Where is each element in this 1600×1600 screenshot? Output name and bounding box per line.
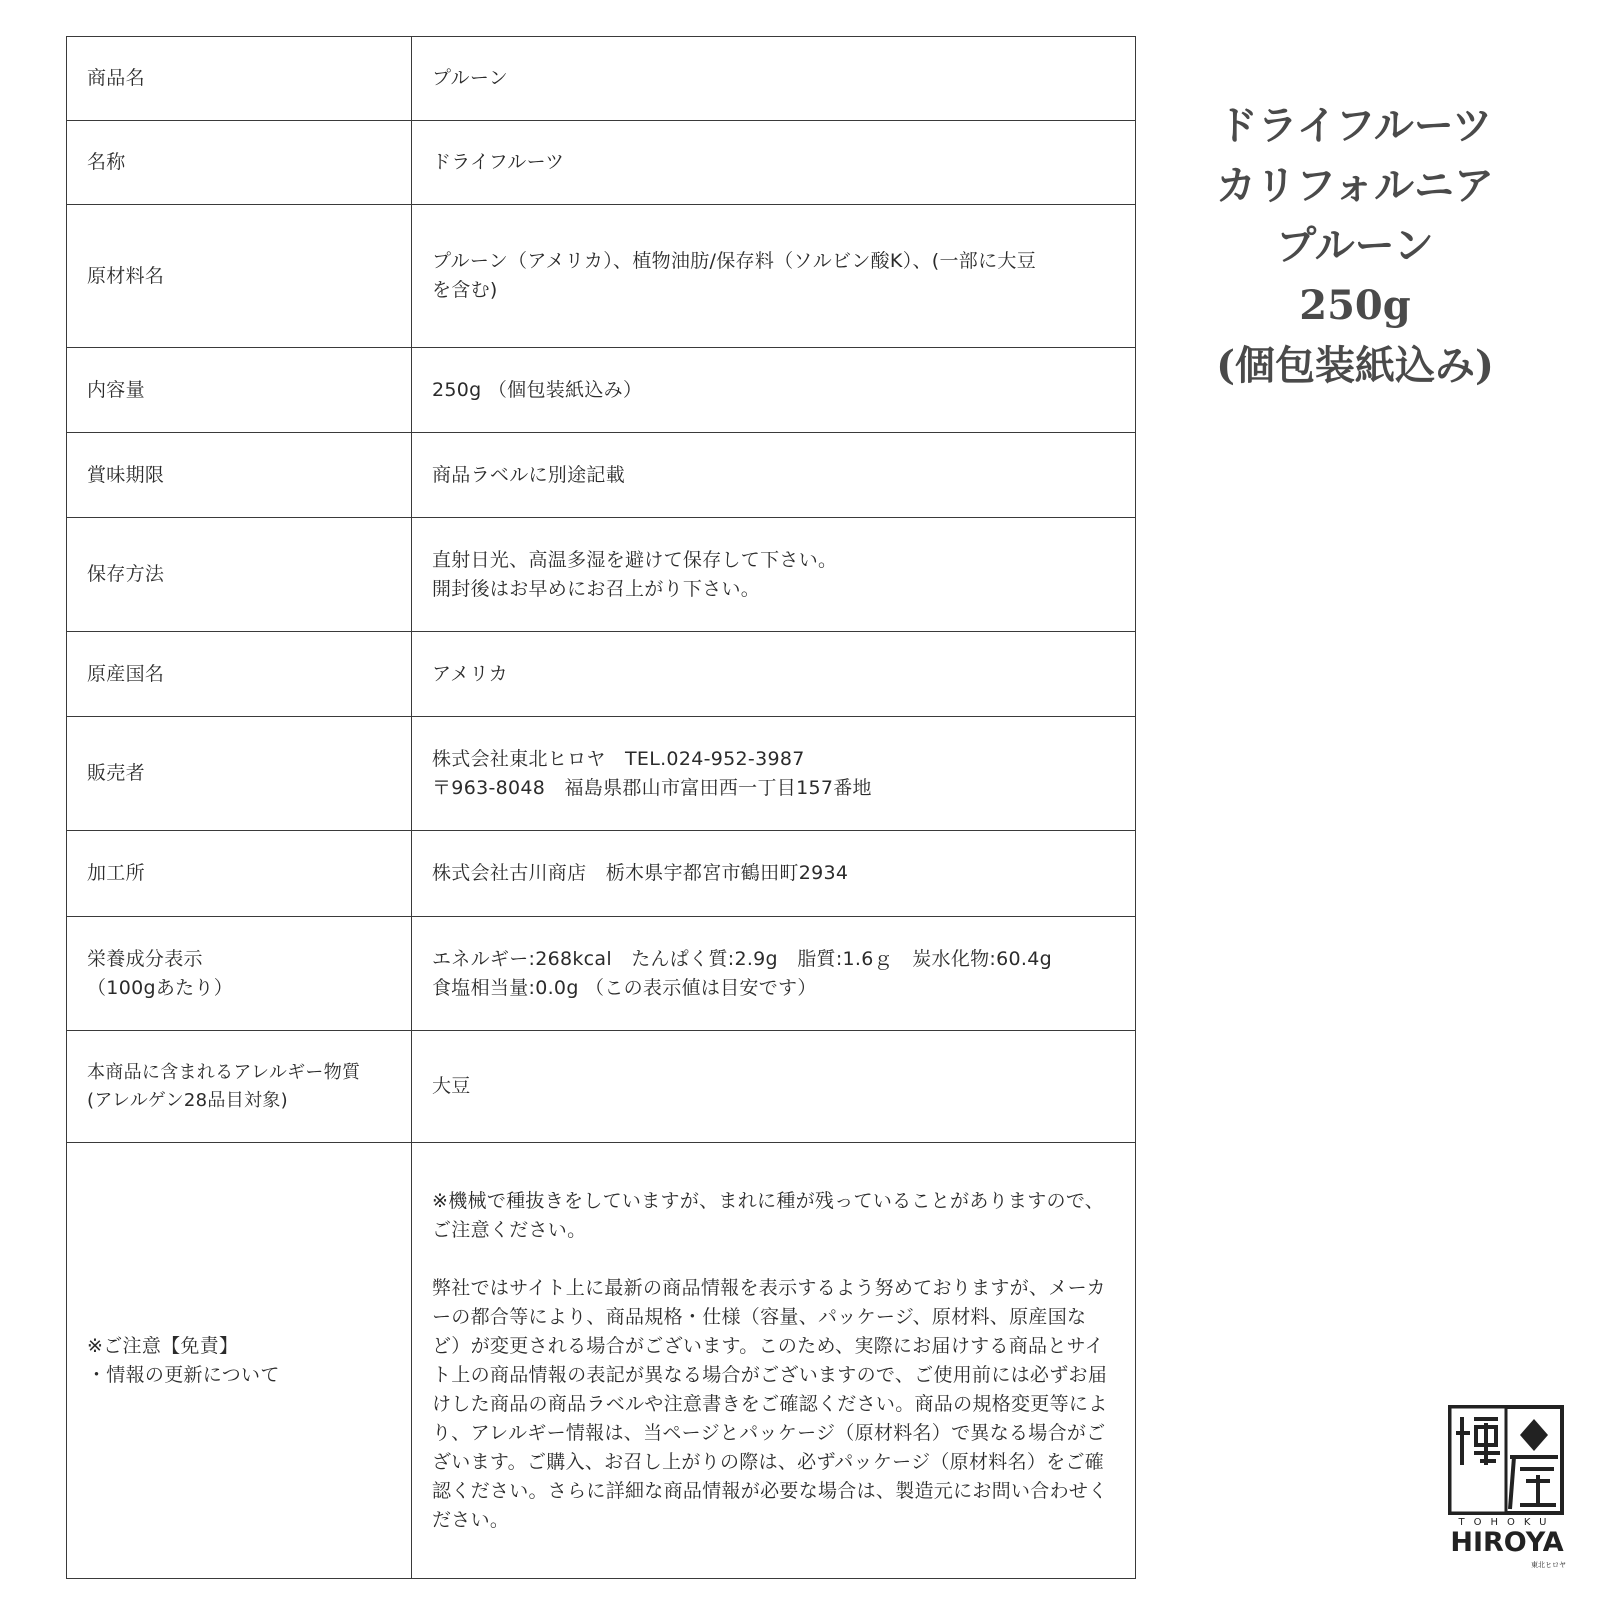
table-row bbox=[67, 917, 1136, 1031]
hiroya-logo-mark bbox=[1448, 1405, 1566, 1517]
row-label: 保存方法 bbox=[67, 518, 412, 632]
note-paragraph: 弊社ではサイト上に最新の商品情報を表示するよう努めておりますが、メーカーの都合等により、商品規格・仕様（容量、パッケージ、原材料、原産国など）が変更される場合がございます。このため、実際にお届けする商品とサイト上の商品情報の表記が異なる場合がございますので、ご使用前には必ずお届けした商品の商品ラベルや注意書きをご確認ください。商品の規格変更等により、アレルギー情報は、当ページとパッケージ（原材料名）で異なる場合がございます。ご購入、お召し上がりの際は、必ずパッケージ（原材料名）をご確認ください。さらに詳細な商品情報が必要な場合は、製造元にお問い合わせください。 bbox=[432, 1276, 1108, 1531]
row-value: 商品ラベルに別途記載 bbox=[412, 433, 1136, 518]
table-row bbox=[67, 831, 1136, 917]
note-paragraph: ※機械で種抜きをしていますが、まれに種が残っていることがありますので、ご注意ください。 bbox=[432, 1189, 1105, 1241]
table-row bbox=[67, 1143, 1136, 1579]
table-row bbox=[67, 518, 1136, 632]
logo-hiroya-text: HIROYA bbox=[1450, 1527, 1564, 1558]
table-row bbox=[67, 1031, 1136, 1143]
row-label: 原材料名 bbox=[67, 205, 412, 348]
row-value: 大豆 bbox=[412, 1031, 1136, 1143]
row-label: 販売者 bbox=[67, 717, 412, 831]
product-spec-table bbox=[66, 36, 1136, 1579]
product-title bbox=[1170, 96, 1540, 396]
title-line: プルーン bbox=[1276, 222, 1434, 269]
row-label: 加工所 bbox=[67, 831, 412, 917]
row-label: 栄養成分表示 （100gあたり） bbox=[67, 917, 412, 1031]
row-value: ドライフルーツ bbox=[412, 121, 1136, 205]
row-value: 直射日光、高温多湿を避けて保存して下さい。 開封後はお早めにお召上がり下さい。 bbox=[412, 518, 1136, 632]
row-label: 賞味期限 bbox=[67, 433, 412, 518]
title-line: ドライフルーツ bbox=[1217, 102, 1493, 149]
logo-tohoku-text: TOHOKU bbox=[1458, 1517, 1556, 1528]
hiroya-logo bbox=[1448, 1405, 1566, 1585]
table-row bbox=[67, 205, 1136, 348]
row-value: 250g （個包装紙込み） bbox=[412, 348, 1136, 433]
row-value: プルーン bbox=[412, 37, 1136, 121]
row-label: 商品名 bbox=[67, 37, 412, 121]
table-row bbox=[67, 121, 1136, 205]
row-label: 内容量 bbox=[67, 348, 412, 433]
row-value: 株式会社古川商店 栃木県宇都宮市鶴田町2934 bbox=[412, 831, 1136, 917]
table-row bbox=[67, 348, 1136, 433]
row-label: 本商品に含まれるアレルギー物質 (アレルゲン28品目対象) bbox=[67, 1031, 412, 1143]
title-line: (個包装紙込み) bbox=[1216, 342, 1494, 389]
row-value: エネルギー:268kcal たんぱく質:2.9g 脂質:1.6ｇ 炭水化物:60.4g 食塩相当量:0.0g （この表示値は目安です） bbox=[412, 917, 1136, 1031]
row-label: ※ご注意【免責】 ・情報の更新について bbox=[67, 1143, 412, 1579]
row-value bbox=[412, 1143, 1136, 1579]
title-line: 250g bbox=[1299, 282, 1411, 329]
logo-japanese-text: 東北ヒロヤ bbox=[1531, 1561, 1566, 1569]
row-label: 名称 bbox=[67, 121, 412, 205]
table-row bbox=[67, 433, 1136, 518]
table-row bbox=[67, 717, 1136, 831]
row-value: 株式会社東北ヒロヤ TEL.024-952-3987 〒963-8048 福島県郡山市富田西一丁目157番地 bbox=[412, 717, 1136, 831]
table-row bbox=[67, 632, 1136, 717]
table-row bbox=[67, 37, 1136, 121]
row-value: アメリカ bbox=[412, 632, 1136, 717]
row-value: プルーン（アメリカ）、植物油肪/保存料（ソルビン酸K）、(一部に大豆 を含む) bbox=[412, 205, 1136, 348]
row-label: 原産国名 bbox=[67, 632, 412, 717]
title-line: カリフォルニア bbox=[1216, 162, 1494, 209]
